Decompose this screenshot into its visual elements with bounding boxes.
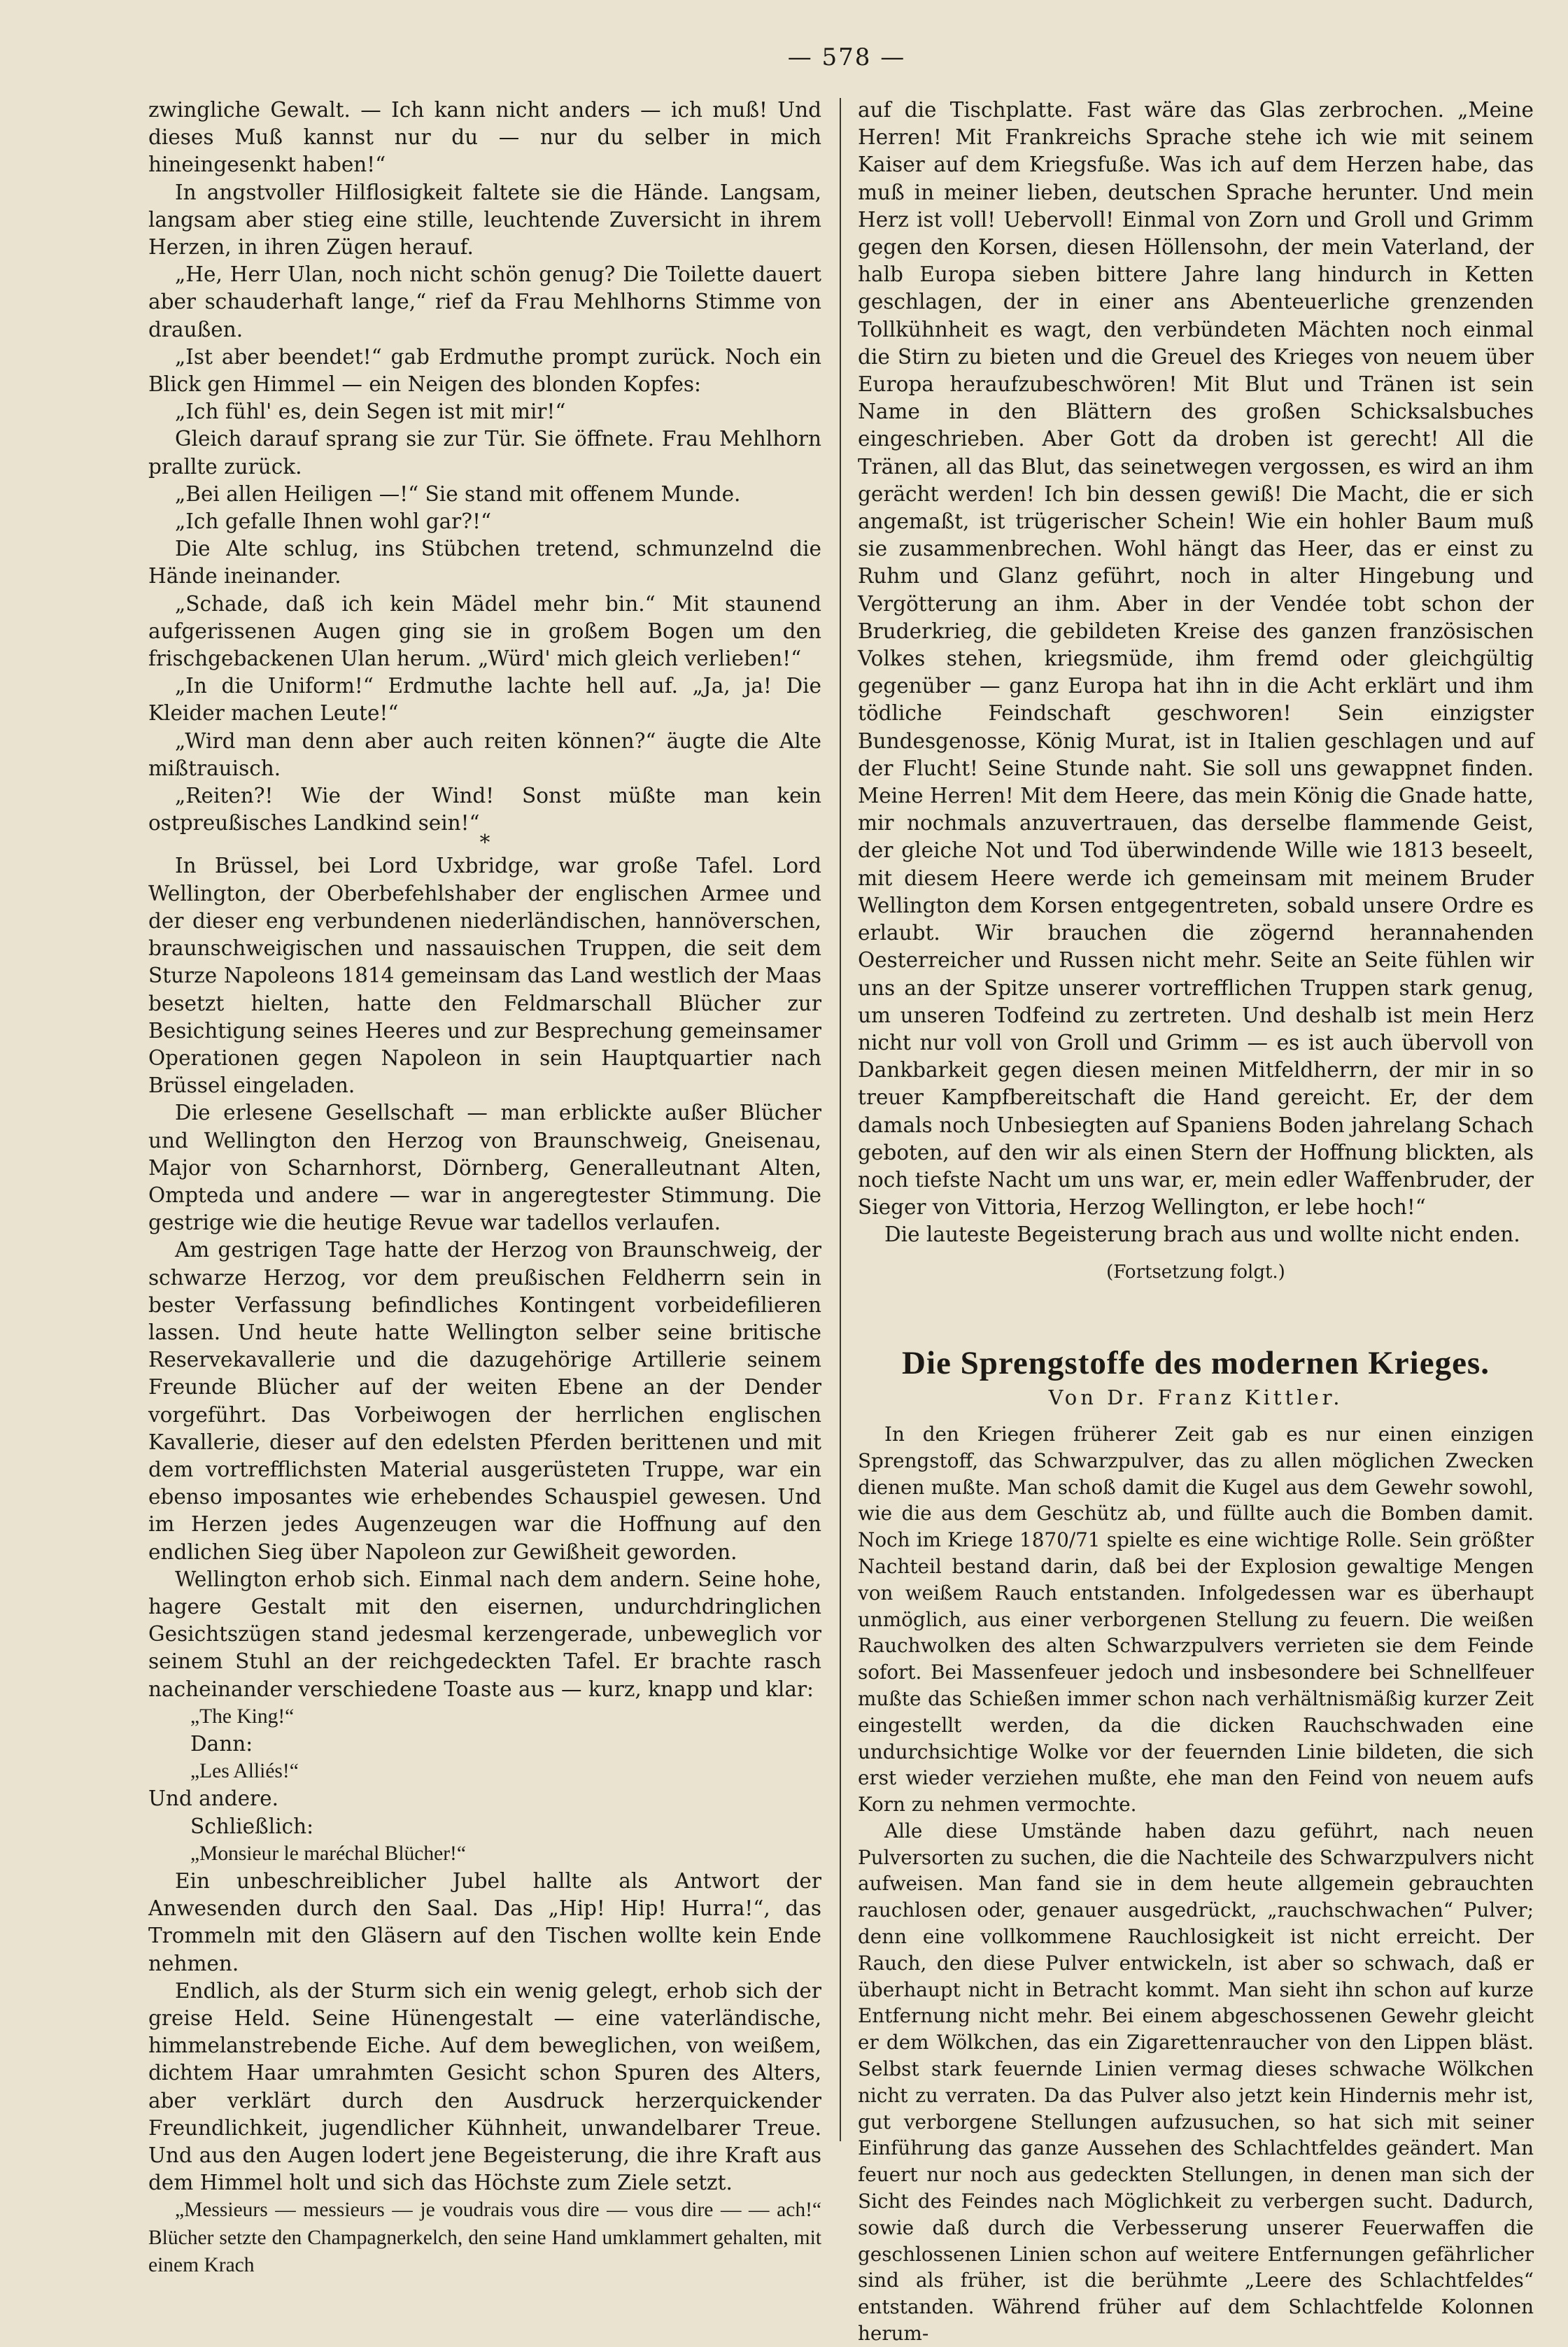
- paragraph: Gleich darauf sprang sie zur Tür. Sie öffnete. Frau Mehlhorn prallte zurück.: [148, 427, 821, 479]
- paragraph: Die erlesene Gesellschaft — man erblickte außer Blücher und Wellington den Herzog von Braunschweig, Gneisenau, Major von Scharnhorst, Dörnberg, Generalleutnant Alten, Ompteda und andere — war in angeregtester Stimmung. Die gestrige wie die heutige Revue war tadellos verlaufen.: [148, 1101, 821, 1235]
- paragraph: „Messieurs — messieurs — je voudrais vous dire — vous dire — — ach!“ Blücher setzte den Champagnerkelch, den seine Hand umklammert gehalten, mit einem Krach: [148, 2199, 821, 2276]
- paragraph: In angstvoller Hilflosigkeit faltete sie die Hände. Langsam, langsam aber stieg eine stille, leuchtende Zuversicht in ihrem Herzen, in ihren Zügen herauf.: [148, 180, 821, 260]
- continuation-note: (Fortsetzung folgt.): [1106, 1261, 1285, 1283]
- article-byline: Von Dr. Franz Kittler.: [1048, 1385, 1343, 1409]
- section-separator: *: [479, 831, 490, 855]
- paragraph: „Bei allen Heiligen —!“ Sie stand mit offenem Munde.: [175, 481, 741, 506]
- paragraph: In Brüssel, bei Lord Uxbridge, war große Tafel. Lord Wellington, der Oberbefehlshaber der englischen Armee und der dieser eng verbundenen niederländischen, hannöverschen, braunschweigischen und nassauischen Truppen, die seit dem Sturze Napoleons 1814 gemeinsam das Land westlich der Maas besetzt hielten, hatte den Feldmarschall Blücher zur Besichtigung seines Heeres und zur Besprechung gemeinsamer Operationen gegen Napoleon in sein Hauptquartier nach Brüssel eingeladen.: [148, 854, 821, 1098]
- toast-line: „Les Alliés!“: [190, 1760, 299, 1783]
- narration-line: Dann:: [190, 1731, 253, 1756]
- paragraph: Am gestrigen Tage hatte der Herzog von Braunschweig, der schwarze Herzog, vor dem preußischen Feldherrn sein in bester Verfassung befindliches Kontingent vorbeidefilieren lassen. Und heute hatte Wellington selber seine britische Reservekavallerie und die dazugehörige Artillerie seinem Freunde Blücher auf der weiten Ebene an der Dender vorgeführt. Das Vorbeiwogen der herrlichen englischen Kavallerie, dieser auf den edelsten Pferden berittenen und mit dem vortrefflichsten Material ausgerüsteten Truppe, war ein ebenso imposantes wie erhebendes Schauspiel gewesen. Und im Herzen jedes Augenzeugen war die Hoffnung auf den endlichen Sieg über Napoleon zur Gewißheit geworden.: [148, 1238, 821, 1564]
- paragraph: Die Alte schlug, ins Stübchen tretend, schmunzelnd die Hände ineinander.: [148, 537, 821, 588]
- paragraph: Ein unbeschreiblicher Jubel hallte als Antwort der Anwesenden durch den Saal. Das „Hip! Hip! Hurra!“, das Trommeln mit den Gläsern auf den Tischen wollte kein Ende nehmen.: [148, 1869, 821, 1975]
- paragraph: „Reiten?! Wie der Wind! Sonst müßte man kein ostpreußisches Landkind sein!“: [148, 784, 821, 836]
- paragraph: „He, Herr Ulan, noch nicht schön genug? Die Toilette dauert aber schauderhaft lange,“ rief da Frau Mehlhorns Stimme von draußen.: [148, 262, 821, 341]
- paragraph: „Ist aber beendet!“ gab Erdmuthe prompt zurück. Noch ein Blick gen Himmel — ein Neigen des blonden Kopfes:: [148, 344, 821, 397]
- paragraph: Wellington erhob sich. Einmal nach dem andern. Seine hohe, hagere Gestalt mit den eisernen, undurchdringlichen Gesichtszügen stand jedesmal kerzengerade, unbeweglich vor seinem Stuhl an der reichgedeckten Tafel. Er brachte rasch nacheinander verschiedene Toaste aus — kurz, knapp und klar:: [148, 1567, 821, 1701]
- toast-line: „Monsieur le maréchal Blücher!“: [190, 1842, 466, 1865]
- article-title: Die Sprengstoffe des modernen Krieges.: [902, 1344, 1490, 1381]
- page-number: — 578 —: [787, 43, 906, 71]
- toast-line: „The King!“: [190, 1705, 295, 1728]
- paragraph: Die lauteste Begeisterung brach aus und wollte nicht enden.: [884, 1222, 1520, 1247]
- paragraph: Alle diese Umstände haben dazu geführt, nach neuen Pulversorten zu suchen, die die Nachteile des Schwarzpulvers nicht aufweisen. Man fand sie in dem heute allgemein gebrauchten rauchlosen oder, genauer ausgedrückt, „rauchschwachen“ Pulver; denn eine vollkommene Rauchlosigkeit ist nicht erreicht. Der Rauch, den diese Pulver entwickeln, ist aber so schwach, daß er überhaupt nicht in Betracht kommt. Man sieht ihn schon auf kurze Entfernung nicht mehr. Bei einem abgeschossenen Gewehr gleicht er dem Wölkchen, das ein Zigarettenraucher von den Lippen bläst. Selbst stark feuernde Linien vermag dieses schwache Wölkchen nicht zu verraten. Da das Pulver also jetzt kein Hindernis mehr ist, gut verborgene Stellungen aufzusuchen, so hat sich mit seiner Einführung das ganze Aussehen des Schlachtfeldes geändert. Man feuert nur noch aus gedeckten Stellungen, in denen man sich der Sicht des Feindes nach Möglichkeit zu verbergen sucht. Dadurch, sowie daß durch die Verbesserung unserer Feuerwaffen die geschlossenen Linien schon auf weitere Entfernungen gefährlicher sind als früher, ist die berühmte „Leere des Schlachtfeldes“ entstanden. Während früher auf dem Schlachtfelde Kolonnen herum-: [858, 1819, 1534, 2346]
- column-divider: [840, 98, 841, 2141]
- paragraph: auf die Tischplatte. Fast wäre das Glas zerbrochen. „Meine Herren! Mit Frankreichs Sprache stehe ich wie mit seinem Kaiser auf dem Kriegsfuße. Was ich auf dem Herzen habe, das muß in meiner lieben, deutschen Sprache herunter. Und mein Herz ist voll! Uebervoll! Einmal von Zorn und Groll und Grimm gegen den Korsen, diesen Höllensohn, der mein Vaterland, der halb Europa sieben bittere Jahre lang hindurch in Ketten geschlagen, der in einer ans Abenteuerliche grenzenden Tollkühnheit es wagt, den verbündeten Mächten noch einmal die Stirn zu bieten und die Greuel des Krieges von neuem über Europa heraufzubeschwören! Mit Blut und Tränen ist sein Name in den Blättern des großen Schicksalsbuches eingeschrieben. Aber Gott da droben ist gerecht! All die Tränen, all das Blut, das seinetwegen vergossen, es wird an ihm gerächt werden! Ich bin dessen gewiß! Die Macht, die er sich angemaßt, ist trügerischer Schein! Wie ein hohler Baum muß sie zusammenbrechen. Wohl hängt das Heer, das er einst zu Ruhm und Glanz geführt, noch in alter Hingebung und Vergötterung an ihm. Aber in der Vendée tobt schon der Bruderkrieg, die gebildeten Kreise des ganzen französischen Volkes stehen, kriegsmüde, ihm fremd oder gleichgültig gegenüber — ganz Europa hat ihn in die Acht erklärt und ihm tödliche Feindschaft geschworen! Sein einzigster Bundesgenosse, König Murat, ist in Italien geschlagen und auf der Flucht! Seine Stunde naht. Sie soll uns gewappnet finden. Meine Herren! Mit dem Heere, das mein König die Gnade hatte, mir nochmals anzuvertrauen, das derselbe flammende Geist, der gleiche Not und Tod überwindende Wille wie 1813 beseelt, mit diesem Heere werde ich gemeinsam mit meinem Bruder Wellington dem Korsen entgegentreten, sobald unsere Ordre es erlaubt. Wir brauchen die zögernd herannahenden Oesterreicher und Russen nicht mehr. Seite an Seite fühlen wir uns an der Spitze unserer vortrefflichen Truppen stark genug, um unseren Todfeind zu zertreten. Und deshalb ist mein Herz nicht nur voll von Groll und Grimm — es ist auch übervoll von Dankbarkeit gegen diesen meinen Mitfeldherrn, der mir in so treuer Kampfbereitschaft die Hand gereicht. Er, der dem damals noch Unbesiegten auf Spaniens Boden jahrelang Schach geboten, auf den wir als einen Stern der Hoffnung blickten, als noch tiefste Nacht um uns war, er, mein edler Waffenbruder, der Sieger von Vittoria, Herzog Wellington, er lebe hoch!“: [858, 98, 1534, 1220]
- narration-line: Und andere.: [148, 1786, 278, 1811]
- paragraph: „Schade, daß ich kein Mädel mehr bin.“ Mit staunend aufgerissenen Augen ging sie in großem Bogen um den frischgebackenen Ulan herum. „Würd' mich gleich verlieben!“: [148, 591, 821, 671]
- paragraph: „Wird man denn aber auch reiten können?“ äugte die Alte mißtrauisch.: [148, 728, 821, 780]
- paragraph: zwingliche Gewalt. — Ich kann nicht anders — ich muß! Und dieses Muß kannst nur du — nur du selber in mich hineingesenkt haben!“: [148, 98, 821, 177]
- right-column: [858, 97, 1534, 2347]
- paragraph: „In die Uniform!“ Erdmuthe lachte hell auf. „Ja, ja! Die Kleider machen Leute!“: [148, 674, 821, 726]
- paragraph: „Ich fühl' es, dein Segen ist mit mir!“: [175, 400, 566, 424]
- left-column: [148, 97, 821, 2279]
- paragraph: „Ich gefalle Ihnen wohl gar?!“: [175, 509, 492, 534]
- paragraph: In den Kriegen früherer Zeit gab es nur einen einzigen Sprengstoff, das Schwarzpulver, das zu allen möglichen Zwecken dienen mußte. Man schoß damit die Kugel aus dem Gewehr sowohl, wie die aus dem Geschütz ab, und füllte auch die Bomben damit. Noch im Kriege 1870/71 spielte es eine wichtige Rolle. Sein größter Nachteil bestand darin, daß bei der Explosion gewaltige Mengen von weißem Rauch entstanden. Infolgedessen war es überhaupt unmöglich, aus einer verborgenen Stellung zu feuern. Die weißen Rauchwolken des alten Schwarzpulvers verrieten sie dem Feinde sofort. Bei Massenfeuer jedoch und insbesondere bei Schnellfeuer mußte das Schießen immer schon nach verhältnismäßig kurzer Zeit eingestellt werden, da die dicken Rauchschwaden eine undurchsichtige Wolke vor der feuernden Linie bildeten, die sich erst wieder verziehen mußte, ehe man den Feind von neuem aufs Korn zu nehmen vermochte.: [858, 1422, 1534, 1817]
- paragraph: Endlich, als der Sturm sich ein wenig gelegt, erhob sich der greise Held. Seine Hünengestalt — eine vaterländische, himmelanstrebende Eiche. Auf dem beweglichen, von weißem, dichtem Haar umrahmten Gesicht schon Spuren des Alters, aber verklärt durch den Ausdruck herzerquickender Freundlichkeit, jugendlicher Kühnheit, unwandelbarer Treue. Und aus den Augen lodert jene Begeisterung, die ihre Kraft aus dem Himmel holt und sich das Höchste zum Ziele setzt.: [148, 1978, 821, 2195]
- narration-line: Schließlich:: [190, 1814, 314, 1838]
